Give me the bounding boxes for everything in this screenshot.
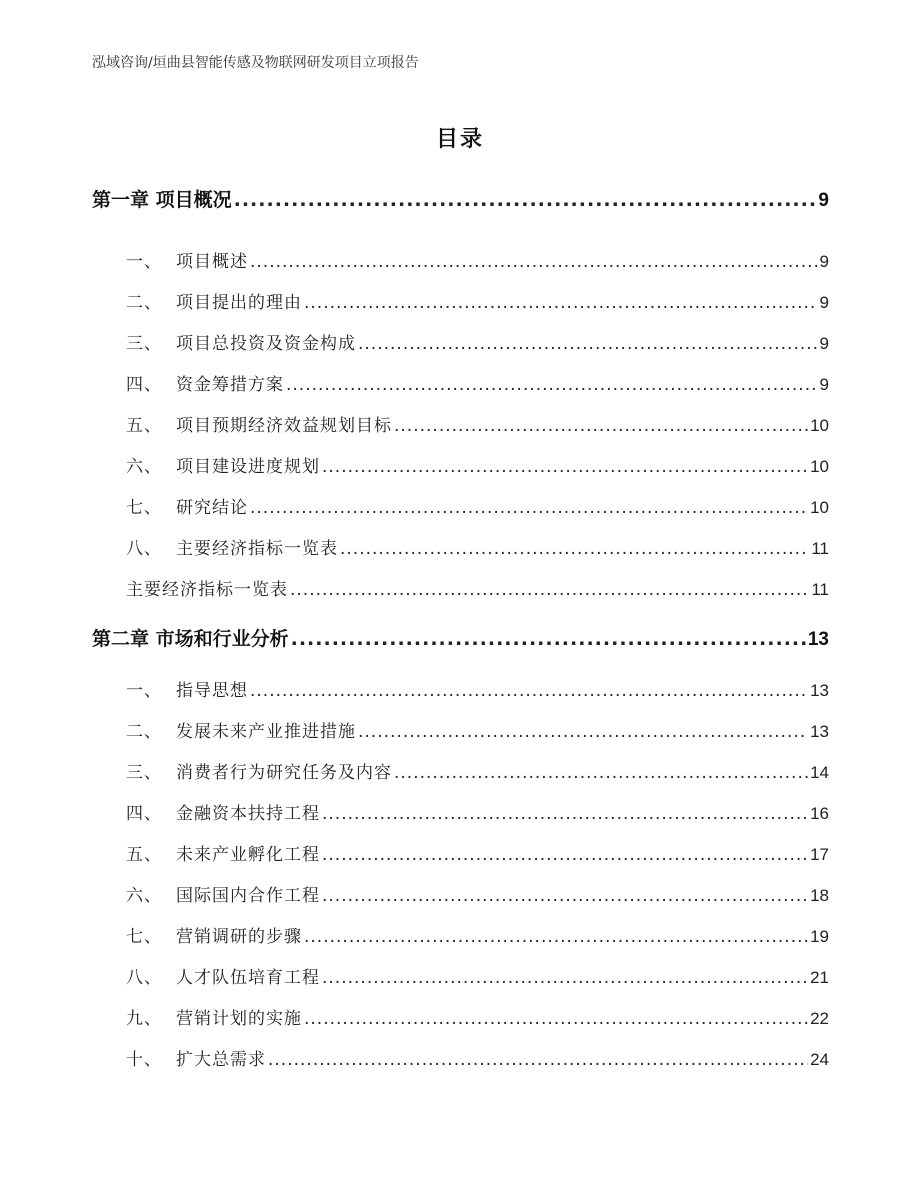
toc-entry-number: 六、: [126, 886, 162, 906]
toc-page-number: 9: [819, 375, 829, 394]
toc-entry[interactable]: [126, 247, 829, 272]
toc-page-number: 16: [810, 804, 829, 823]
toc-entry-number: 八、: [126, 539, 162, 559]
toc-page-number: 10: [810, 457, 829, 476]
toc-entry-label: 主要经济指标一览表: [126, 580, 288, 600]
toc-entry-label: 指导思想: [176, 681, 248, 701]
toc-entry[interactable]: [126, 288, 829, 313]
toc-entry-number: 六、: [126, 457, 162, 477]
toc-page-number: 10: [810, 416, 829, 435]
toc-entry-label: 发展未来产业推进措施: [176, 722, 356, 742]
dot-leader: [291, 628, 806, 650]
toc-entry-label: 资金筹措方案: [176, 375, 284, 395]
toc-entry-label: 项目概述: [176, 252, 248, 272]
running-header: 泓域咨询/垣曲县智能传感及物联网研发项目立项报告: [92, 55, 419, 71]
toc-chapter-2[interactable]: [92, 624, 829, 651]
dot-leader: [250, 681, 808, 701]
toc-entry-number: 二、: [126, 293, 162, 313]
toc-chapter-label: 第二章 市场和行业分析: [92, 628, 289, 650]
dot-leader: [358, 722, 808, 742]
toc-entry-label: 项目总投资及资金构成: [176, 334, 356, 354]
toc-page-number: 11: [811, 539, 829, 558]
dot-leader: [394, 416, 808, 436]
toc-entry-label: 项目建设进度规划: [176, 457, 320, 477]
toc-page-number: 18: [810, 886, 829, 905]
toc-entry[interactable]: [126, 411, 829, 436]
toc-entry-label: 扩大总需求: [176, 1050, 266, 1070]
toc-page-number: 17: [810, 845, 829, 864]
toc-entry[interactable]: [126, 575, 829, 600]
toc-entry[interactable]: [126, 881, 829, 906]
toc-entry-label: 消费者行为研究任务及内容: [176, 763, 392, 783]
toc-entry-number: 九、: [126, 1009, 162, 1029]
dot-leader: [322, 457, 808, 477]
toc-page-number: 13: [807, 629, 829, 650]
toc-page-number: 11: [811, 580, 829, 599]
toc-entry-number: 三、: [126, 334, 162, 354]
toc-chapter-1[interactable]: [92, 185, 829, 212]
dot-leader: [322, 968, 808, 988]
toc-entry[interactable]: [126, 799, 829, 824]
dot-leader: [290, 580, 809, 600]
toc-entry[interactable]: [126, 717, 829, 742]
toc-entry-number: 一、: [126, 252, 162, 272]
toc-entry-label: 研究结论: [176, 498, 248, 518]
toc-entry[interactable]: [126, 1004, 829, 1029]
toc-entry-number: 四、: [126, 804, 162, 824]
toc-entry-label: 营销计划的实施: [176, 1009, 302, 1029]
toc-page-number: 14: [810, 763, 829, 782]
toc-entry-number: 二、: [126, 722, 162, 742]
toc-page-number: 10: [810, 498, 829, 517]
dot-leader: [250, 498, 808, 518]
toc-chapter-label: 第一章 项目概况: [92, 189, 232, 211]
toc-entry-label: 项目提出的理由: [176, 293, 302, 313]
toc-page-number: 9: [819, 334, 829, 353]
dot-leader: [250, 252, 818, 272]
toc-entry-number: 五、: [126, 845, 162, 865]
toc-entry[interactable]: [126, 493, 829, 518]
toc-page-number: 9: [819, 293, 829, 312]
toc-entry-label: 未来产业孵化工程: [176, 845, 320, 865]
toc-entry-label: 人才队伍培育工程: [176, 968, 320, 988]
toc-entry-label: 项目预期经济效益规划目标: [176, 416, 392, 436]
toc-entry[interactable]: [126, 452, 829, 477]
toc-entry-number: 四、: [126, 375, 162, 395]
dot-leader: [340, 539, 809, 559]
dot-leader: [286, 375, 818, 395]
toc-entry[interactable]: [126, 370, 829, 395]
dot-leader: [304, 1009, 808, 1029]
dot-leader: [304, 927, 808, 947]
toc-entry[interactable]: [126, 534, 829, 559]
toc-entry-number: 七、: [126, 498, 162, 518]
dot-leader: [268, 1050, 808, 1070]
toc-entry[interactable]: [126, 676, 829, 701]
toc-entry[interactable]: [126, 329, 829, 354]
toc-entry-label: 主要经济指标一览表: [176, 539, 338, 559]
toc-page-number: 21: [810, 968, 829, 987]
dot-leader: [322, 845, 808, 865]
dot-leader: [322, 886, 808, 906]
dot-leader: [394, 763, 808, 783]
toc-entry[interactable]: [126, 922, 829, 947]
toc-page-number: 13: [810, 722, 829, 741]
toc-entry[interactable]: [126, 1045, 829, 1070]
toc-entry-number: 一、: [126, 681, 162, 701]
toc-entry-number: 五、: [126, 416, 162, 436]
dot-leader: [358, 334, 818, 354]
toc-entry-number: 八、: [126, 968, 162, 988]
toc-entry[interactable]: [126, 840, 829, 865]
toc-page-number: 13: [810, 681, 829, 700]
toc-entry-number: 七、: [126, 927, 162, 947]
toc-entry-label: 营销调研的步骤: [176, 927, 302, 947]
toc-page-number: 9: [819, 252, 829, 271]
toc-page-number: 22: [810, 1009, 829, 1028]
page-title: 目录: [435, 127, 484, 152]
dot-leader: [322, 804, 808, 824]
toc-entry-number: 十、: [126, 1050, 162, 1070]
toc-entry-label: 国际国内合作工程: [176, 886, 320, 906]
toc-page-number: 24: [810, 1050, 829, 1069]
toc-page-number: 19: [810, 927, 829, 946]
toc-page-number: 9: [818, 190, 829, 211]
dot-leader: [234, 189, 817, 211]
dot-leader: [304, 293, 818, 313]
toc-entry-number: 三、: [126, 763, 162, 783]
toc-entry-label: 金融资本扶持工程: [176, 804, 320, 824]
toc-entry[interactable]: [126, 758, 829, 783]
toc-entry[interactable]: [126, 963, 829, 988]
